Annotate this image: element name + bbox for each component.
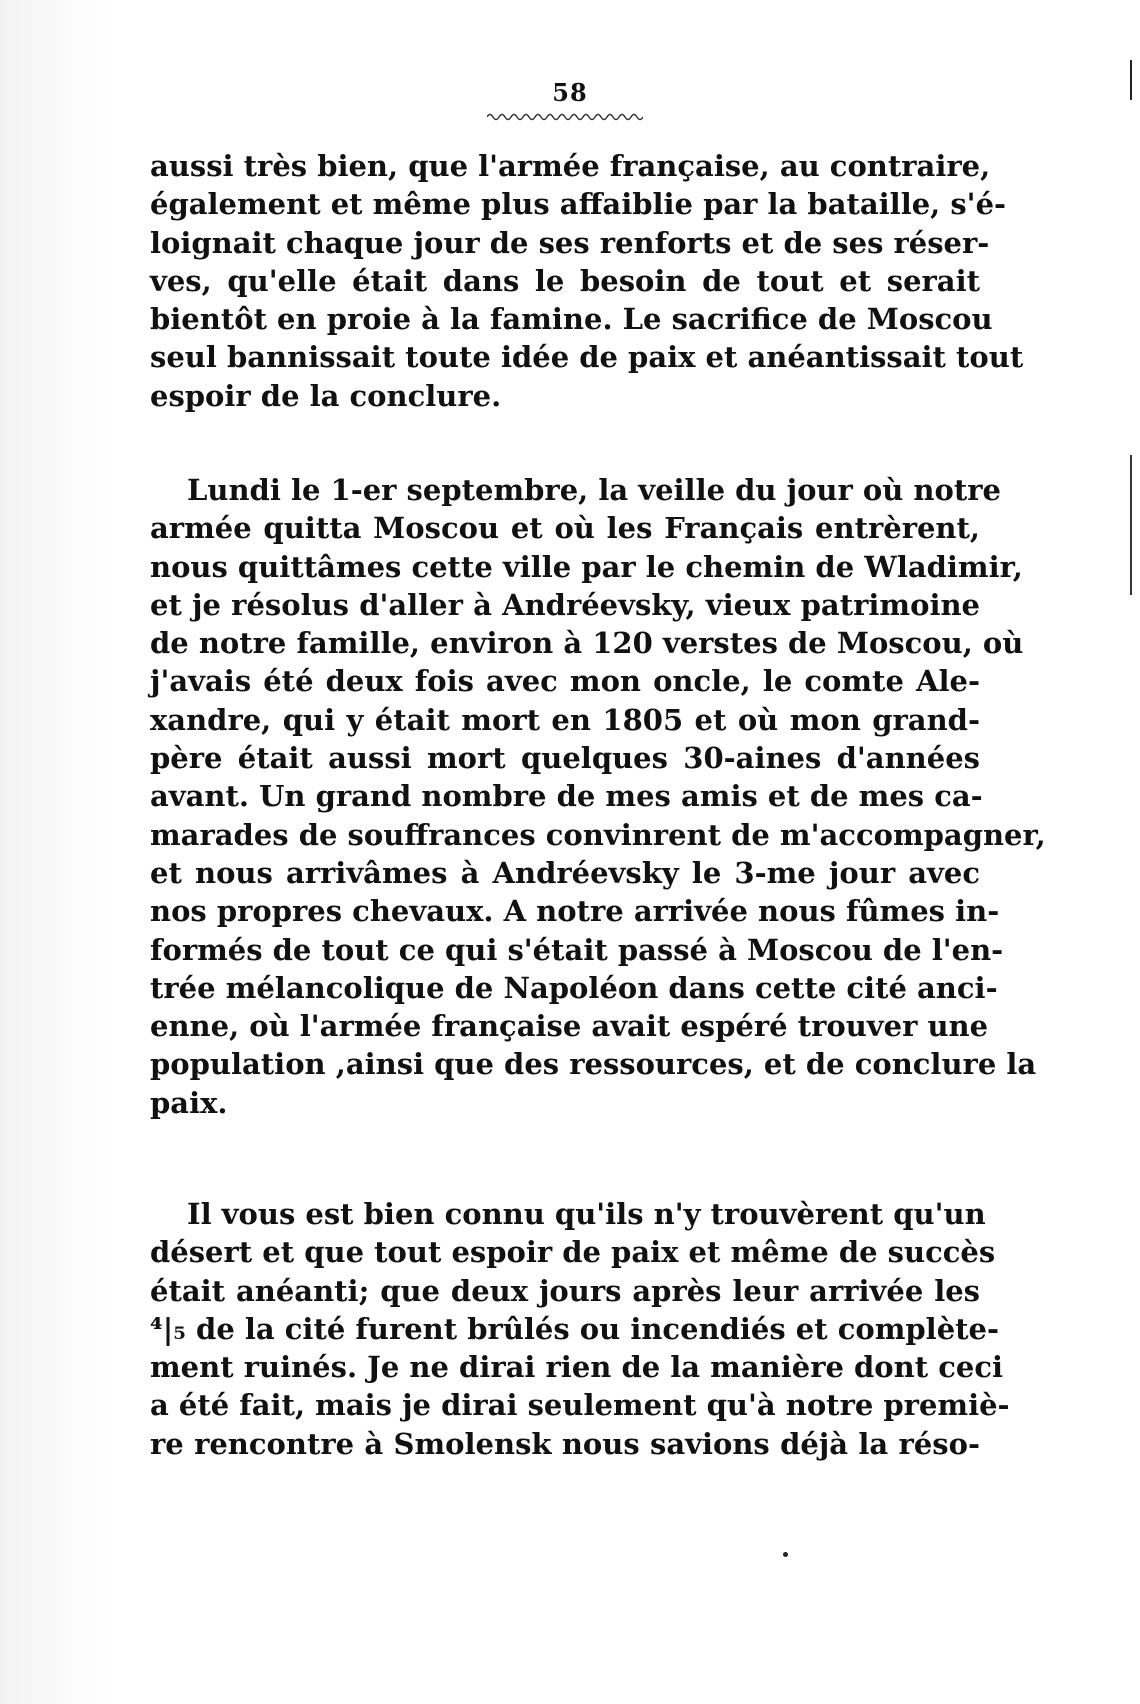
text-line: espoir de la conclure. [150, 378, 502, 413]
text-line: était anéanti; que deux jours après leur arrivée les [150, 1273, 980, 1308]
text-line: paix. [150, 1085, 228, 1120]
text-line: armée quitta Moscou et où les Français entrèrent, [150, 511, 980, 546]
text-line: père était aussi mort quelques 30-aines d'années [150, 741, 980, 776]
text-line: loignait chaque jour de ses renforts et de ses réser- [150, 225, 990, 260]
page-edge-mark [1130, 455, 1132, 595]
text-line: nos propres chevaux. A notre arrivée nous fûmes in- [150, 894, 1000, 929]
text-line: marades de souffrances convinrent de m'accompagner, [150, 817, 1046, 852]
text-line: j'avais été deux fois avec mon oncle, le comte Ale- [150, 664, 980, 699]
text-line: ⁴|₅ de la cité furent brûlés ou incendiés et complète- [150, 1311, 1000, 1346]
paragraph-1 [150, 147, 1024, 415]
text-line: Lundi le 1-er septembre, la veille du jour où notre [187, 473, 1001, 507]
text-line: trée mélancolique de Napoléon dans cette cité anci- [150, 970, 998, 1005]
text-line: seul bannissait toute idée de paix et anéantissait tout [150, 340, 1024, 375]
text-line: nous quittâmes cette ville par le chemin de Wladimir, [150, 549, 1023, 584]
text-line: ves, qu'elle était dans le besoin de tout et serait [150, 263, 980, 298]
text-line: enne, où l'armée française avait espéré trouver une [150, 1009, 989, 1044]
text-line: formés de tout ce qui s'était passé à Moscou de l'en- [150, 932, 1004, 967]
text-line: a été fait, mais je dirai seulement qu'à notre premiè- [150, 1388, 1010, 1423]
text-line: et nous arrivâmes à Andréevsky le 3-me jour avec [150, 855, 980, 890]
text-line: avant. Un grand nombre de mes amis et de mes ca- [150, 779, 983, 814]
paragraph-3 [150, 1195, 1010, 1463]
wavy-rule-ornament [487, 112, 643, 122]
text-line: de notre famille, environ à 120 verstes de Moscou, où [150, 626, 1024, 661]
text-line: Il vous est bien connu qu'ils n'y trouvèrent qu'un [187, 1197, 986, 1231]
text-line: et je résolus d'aller à Andréevsky, vieux patrimoine [150, 587, 980, 622]
text-line: re rencontre à Smolensk nous savions déjà la réso- [150, 1426, 980, 1461]
text-line: ment ruinés. Je ne dirai rien de la manière dont ceci [150, 1350, 1004, 1385]
text-line: xandre, qui y était mort en 1805 et où mon grand- [150, 702, 980, 737]
text-line: population ,ainsi que des ressources, et de conclure la [150, 1047, 1037, 1082]
text-line: désert et que tout espoir de paix et même de succès [150, 1235, 996, 1270]
text-line: également et même plus affaiblie par la bataille, s'é- [150, 187, 1007, 222]
ink-speck [783, 1552, 788, 1557]
text-line: aussi très bien, que l'armée française, au contraire, [150, 149, 991, 183]
page-number: 58 [552, 78, 588, 107]
page-gutter-shadow [0, 0, 115, 1704]
paragraph-2 [150, 471, 1046, 1122]
text-line: bientôt en proie à la famine. Le sacrifice de Moscou [150, 302, 993, 337]
